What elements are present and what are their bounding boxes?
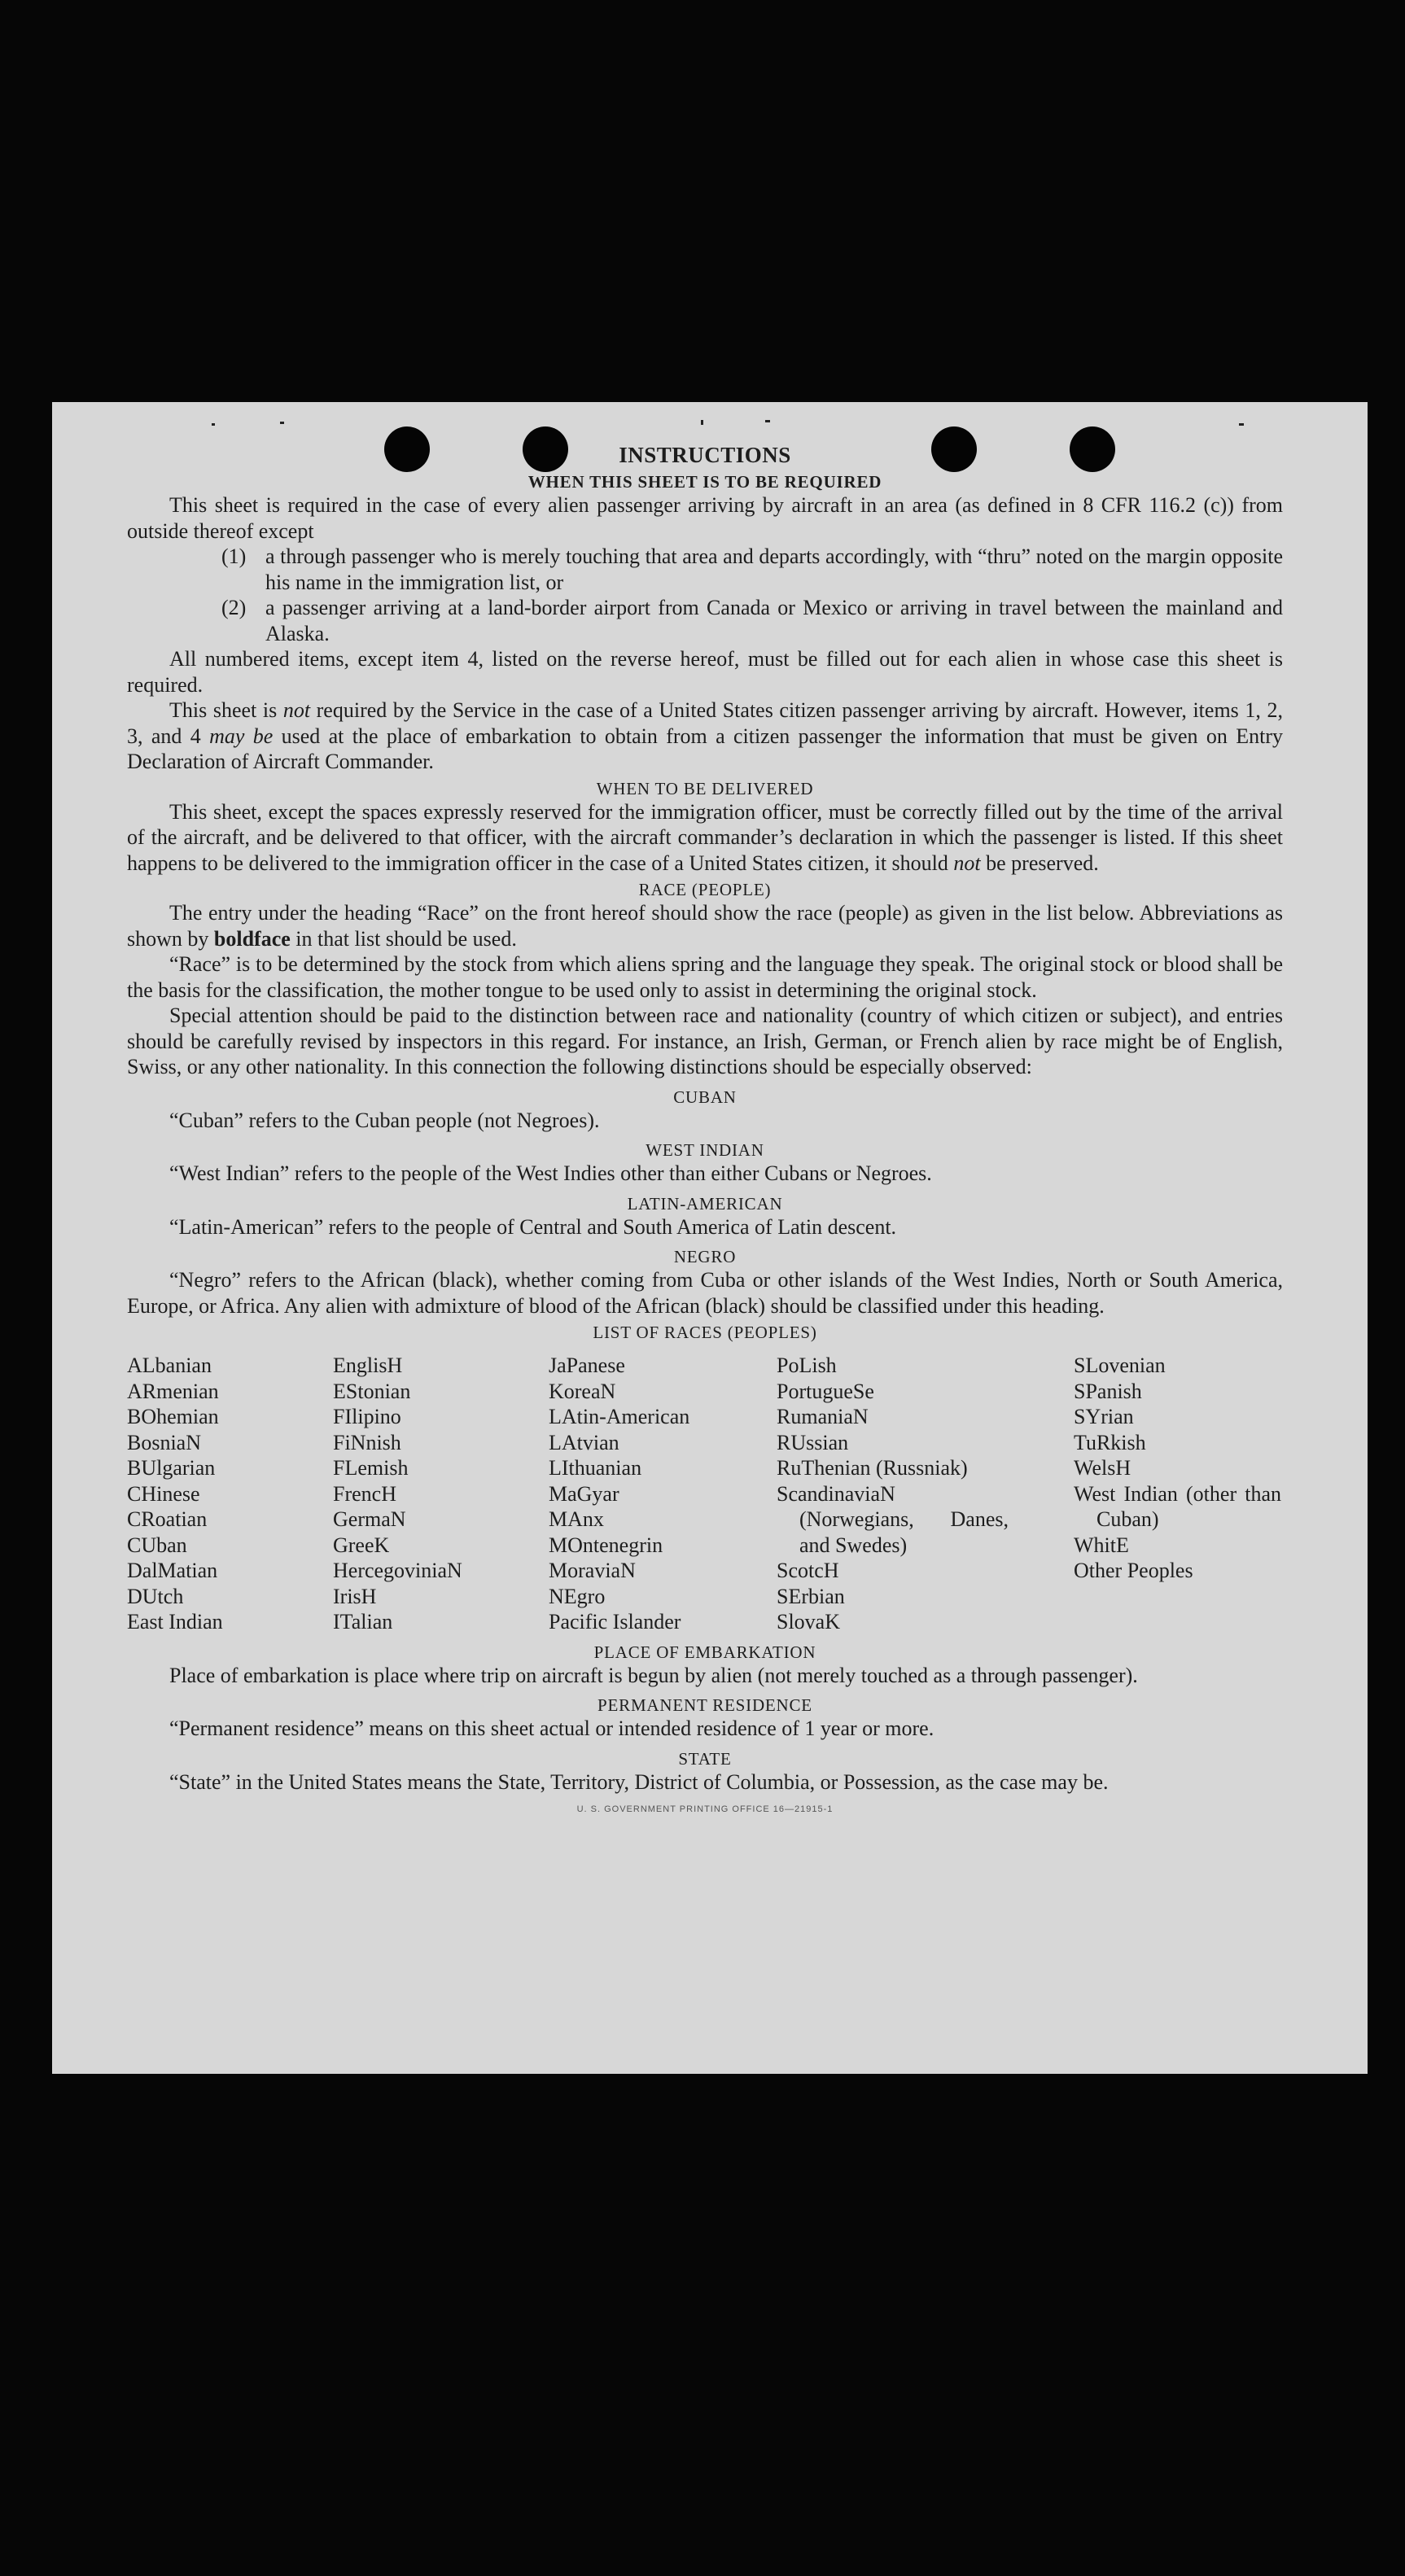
- race-item: BOhemian: [127, 1405, 219, 1428]
- race-column: [1074, 1353, 1281, 1635]
- race-item: ITalian: [333, 1610, 393, 1634]
- section-heading-latin-american: LATIN-AMERICAN: [627, 1193, 783, 1214]
- race-item: FiNnish: [333, 1430, 401, 1454]
- race-item: JaPanese: [549, 1354, 625, 1377]
- paragraph-delivery-text: This sheet, except the spaces expressly reserved for the immigration officer, must be correctly filled out by the time of the arrival of the aircraft, and be delivered to that officer, with the aircraft commander’s declaration in which the passenger is listed. If this sheet happens to be delivered to the immigration officer in the case of a United States citizen, it should: [127, 799, 1283, 875]
- section-heading-when-delivered: WHEN TO BE DELIVERED: [596, 778, 814, 798]
- paragraph-delivery-text: be preserved.: [980, 851, 1099, 875]
- paragraph-west-indian: “West Indian” refers to the people of the West Indies other than either Cubans or Negroes.: [169, 1161, 932, 1185]
- emphasis-not: not: [953, 851, 981, 875]
- race-item: CRoatian: [127, 1507, 208, 1531]
- race-item: LIthuanian: [549, 1456, 642, 1480]
- section-heading-when-required: WHEN THIS SHEET IS TO BE REQUIRED: [527, 472, 882, 492]
- race-item: GermaN: [333, 1507, 406, 1531]
- paragraph-place-of-embarkation: Place of embarkation is place where trip on aircraft is begun by alien (not merely touched as a through passenger).: [169, 1663, 1138, 1687]
- paper-speck: [765, 420, 770, 422]
- emphasis-boldface: boldface: [213, 926, 291, 951]
- race-item: FLemish: [333, 1456, 409, 1480]
- race-column: [333, 1353, 549, 1635]
- race-item: SYrian: [1074, 1405, 1134, 1428]
- item-number: (1): [221, 545, 247, 568]
- race-item: Other Peoples: [1074, 1559, 1193, 1582]
- race-item: IrisH: [333, 1584, 377, 1608]
- list-item: [127, 544, 1283, 595]
- instruction-sheet: [52, 402, 1368, 2074]
- race-item: EnglisH: [333, 1354, 403, 1377]
- race-item: East Indian: [127, 1610, 223, 1634]
- section-heading-state: STATE: [678, 1748, 732, 1769]
- race-item: FIlipino: [333, 1405, 401, 1428]
- race-item: CUban: [127, 1533, 187, 1557]
- race-item: KoreaN: [549, 1379, 616, 1403]
- paragraph-state: “State” in the United States means the State, Territory, District of Columbia, or Possession, as the case may be.: [169, 1769, 1109, 1794]
- paragraph-permanent-residence: “Permanent residence” means on this sheet actual or intended residence of 1 year or more.: [169, 1717, 934, 1740]
- race-item: SPanish: [1074, 1379, 1142, 1403]
- section-heading-negro: NEGRO: [673, 1247, 737, 1266]
- race-item: ALbanian: [127, 1354, 212, 1377]
- race-item: MoraviaN: [549, 1559, 636, 1582]
- paragraph-race-definition: “Race” is to be determined by the stock from which aliens spring and the language they speak. The original stock or blood shall be the basis for the classification, the mother tongue to be used only to assist in determining the original stock.: [127, 952, 1283, 1002]
- paragraph-delivery: [127, 799, 1283, 877]
- race-item: RuThenian (Russniak): [777, 1456, 968, 1480]
- race-item: TuRkish: [1074, 1430, 1146, 1454]
- paragraph-cuban: “Cuban” refers to the Cuban people (not Negroes).: [169, 1108, 600, 1132]
- race-item: PoLish: [777, 1354, 837, 1377]
- race-column: [549, 1353, 777, 1635]
- race-item: West Indian (other than Cuban): [1074, 1481, 1281, 1531]
- race-item: LAtin-American: [549, 1405, 690, 1428]
- paragraph-intro: This sheet is required in the case of every alien passenger arriving by aircraft in an area (as defined in 8 CFR 116.2 (c)) from outside thereof except: [127, 493, 1283, 543]
- item-text: a through passenger who is merely touching that area and departs accordingly, with “thru” noted on the margin opposite his name in the immigration list, or: [265, 545, 1283, 594]
- race-item: ScotcH: [777, 1559, 839, 1582]
- paragraph-citizen-text: required by the Service in the case of a United States citizen passenger arriving by aircraft. However, items 1, 2, 3, and 4: [127, 698, 1283, 748]
- paragraph-citizen-text: This sheet is: [169, 698, 283, 722]
- race-item: DUtch: [127, 1584, 184, 1608]
- section-heading-race: RACE (PEOPLE): [638, 880, 772, 899]
- race-list: [127, 1353, 1283, 1635]
- paragraph-race-nationality: Special attention should be paid to the distinction between race and nationality (country of which citizen or subject), and entries should be carefully revised by inspectors in this regard. For instance, an Irish, German, or French alien by race might be of English, Swiss, or any other nationality. In this connection the following distinctions should be especially observed:: [127, 1004, 1283, 1078]
- paragraph-race-entry: [127, 900, 1283, 951]
- emphasis-not: not: [282, 698, 311, 722]
- race-item: RUssian: [777, 1430, 849, 1454]
- paper-speck: [280, 422, 284, 424]
- race-item: PortugueSe: [777, 1379, 874, 1403]
- paragraph-latin-american: “Latin-American” refers to the people of Central and South America of Latin descent.: [169, 1214, 897, 1239]
- race-item: WelsH: [1074, 1456, 1131, 1480]
- race-item: FrencH: [333, 1481, 396, 1506]
- race-item: SLovenian: [1074, 1354, 1166, 1377]
- paragraph-citizen-text: used at the place of embarkation to obtain from a citizen passenger the information that must be given on Entry Declaration of Aircraft Commander.: [127, 724, 1283, 773]
- race-item: MAnx: [549, 1507, 604, 1531]
- race-item: MOntenegrin: [549, 1533, 663, 1557]
- printer-imprint: U. S. GOVERNMENT PRINTING OFFICE 16—21915-1: [576, 1804, 834, 1814]
- emphasis-may-be: may be: [209, 724, 274, 748]
- race-item: BosniaN: [127, 1430, 201, 1454]
- paragraph-race-text: in that list should be used.: [290, 926, 517, 951]
- race-item: RumaniaN: [777, 1405, 869, 1428]
- page-title: INSTRUCTIONS: [619, 443, 791, 467]
- section-heading-place-of-embarkation: PLACE OF EMBARKATION: [593, 1642, 816, 1662]
- paragraph-citizen: [127, 698, 1283, 775]
- race-item: EStonian: [333, 1379, 411, 1403]
- section-heading-cuban: CUBAN: [673, 1087, 737, 1107]
- race-item: BUlgarian: [127, 1456, 216, 1480]
- paper-speck: [212, 423, 215, 426]
- section-heading-west-indian: WEST INDIAN: [646, 1140, 764, 1160]
- race-item: DalMatian: [127, 1559, 218, 1582]
- race-item: ARmenian: [127, 1379, 219, 1403]
- paragraph-numbered-items: All numbered items, except item 4, listed on the reverse hereof, must be filled out for each alien in whose case this sheet is required.: [127, 647, 1283, 697]
- race-item: ScandinaviaN (Norwegians, Danes, and Swedes): [777, 1481, 1009, 1557]
- race-item: WhitE: [1074, 1533, 1129, 1557]
- race-item: HercegoviniaN: [333, 1559, 462, 1582]
- race-item: NEgro: [549, 1584, 606, 1608]
- list-item: [127, 595, 1283, 646]
- item-number: (2): [221, 596, 247, 619]
- section-heading-permanent-residence: PERMANENT RESIDENCE: [597, 1695, 812, 1715]
- race-item: Pacific Islander: [549, 1610, 681, 1634]
- paper-speck: [701, 420, 703, 425]
- race-column: [127, 1353, 333, 1635]
- paragraph-negro: “Negro” refers to the African (black), whether coming from Cuba or other islands of the West Indies, North or South America, Europe, or Africa. Any alien with admixture of blood of the African (black) should be classified under this heading.: [127, 1268, 1283, 1318]
- section-heading-list-of-races: LIST OF RACES (PEOPLES): [593, 1323, 817, 1342]
- race-item: CHinese: [127, 1481, 200, 1506]
- paragraph-race-text: The entry under the heading “Race” on the front hereof should show the race (people) as given in the list below. Abbreviations as shown by: [127, 901, 1283, 951]
- race-column: [777, 1353, 1009, 1635]
- race-item: SErbian: [777, 1584, 845, 1608]
- race-item: GreeK: [333, 1533, 390, 1557]
- race-item: LAtvian: [549, 1430, 619, 1454]
- race-item: MaGyar: [549, 1481, 619, 1506]
- paper-speck: [1239, 423, 1244, 426]
- race-item: SlovaK: [777, 1610, 840, 1634]
- item-text: a passenger arriving at a land-border airport from Canada or Mexico or arriving in travel between the mainland and Alaska.: [265, 596, 1283, 645]
